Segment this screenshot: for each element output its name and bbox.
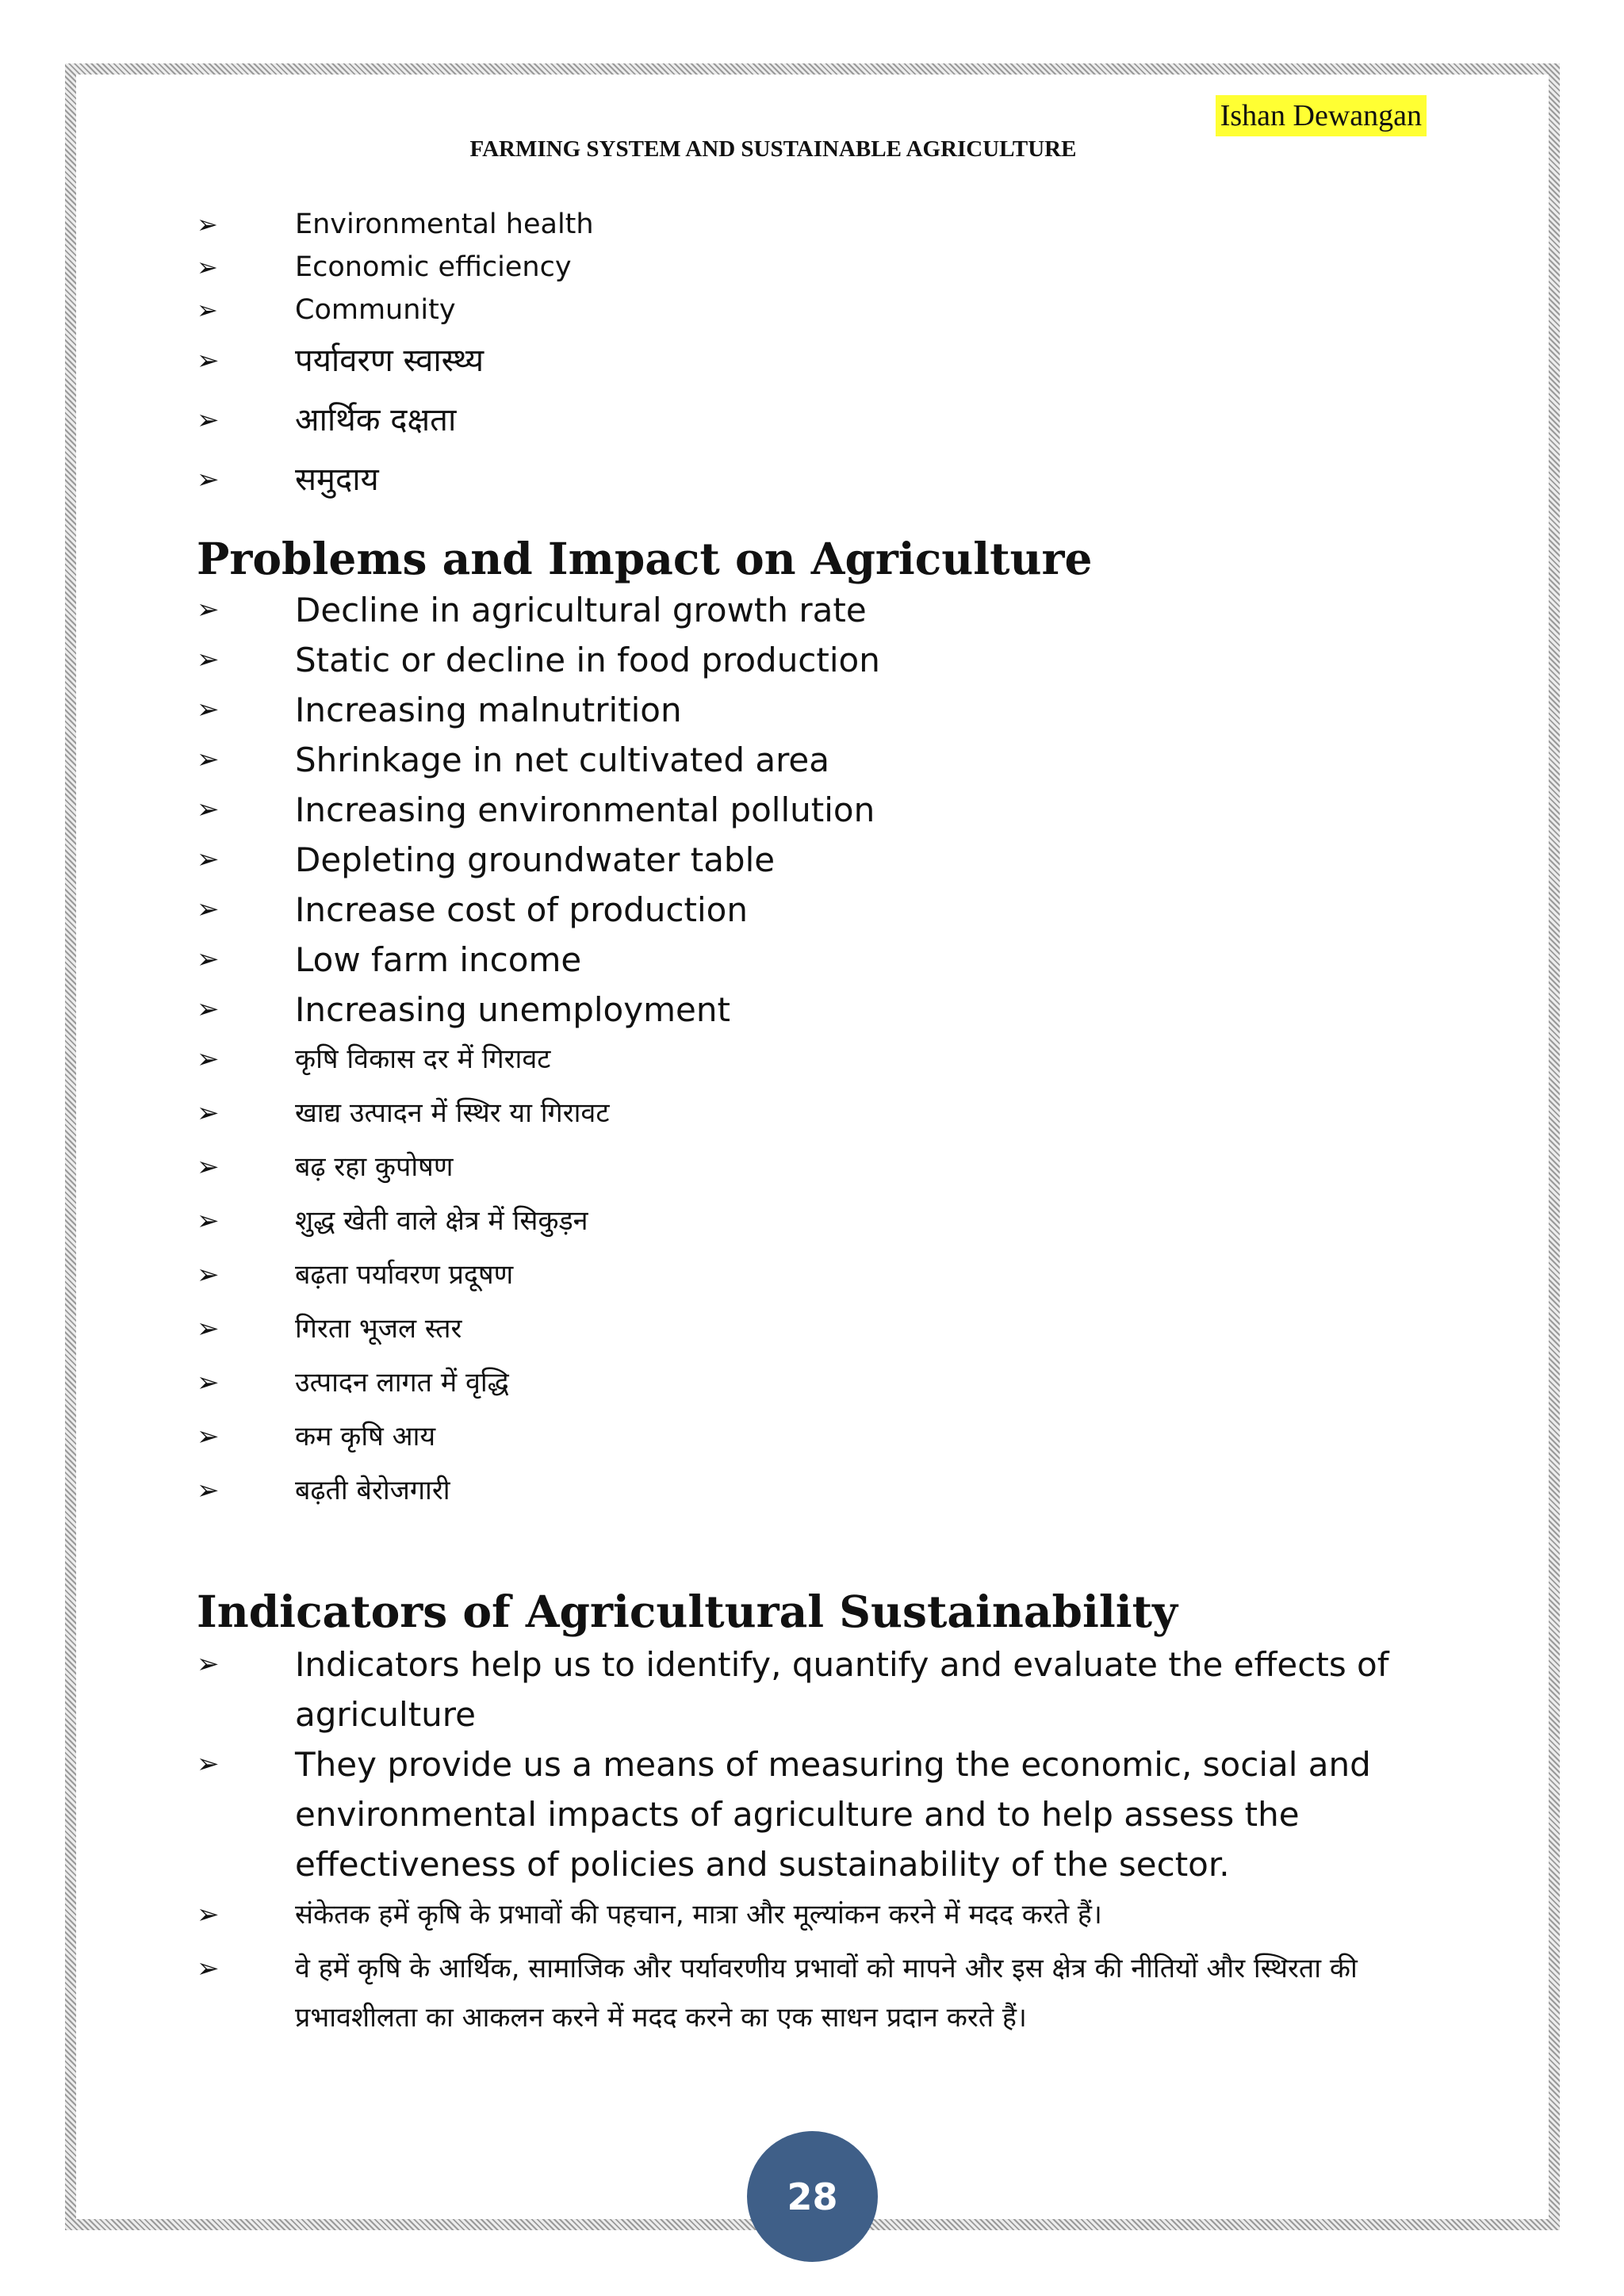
arrow-bullet-icon: ➢: [197, 295, 218, 325]
arrow-bullet-icon: ➢: [197, 993, 220, 1025]
indicators-list-en: [197, 1640, 1434, 1889]
list-item: ➢ Low farm income: [197, 935, 1434, 985]
list-item: ➢ बढ़ता पर्यावरण प्रदूषण: [197, 1248, 1434, 1302]
arrow-bullet-icon: ➢: [197, 464, 220, 496]
arrow-bullet-icon: ➢: [197, 644, 220, 675]
arrow-bullet-icon: ➢: [197, 744, 220, 775]
arrow-bullet-icon: ➢: [197, 1205, 220, 1237]
indicators-list-hi: [197, 1890, 1434, 2042]
arrow-bullet-icon: ➢: [197, 594, 220, 626]
running-title: FARMING SYSTEM AND SUSTAINABLE AGRICULTURE: [469, 136, 1077, 162]
list-item: ➢ Increasing malnutrition: [197, 685, 1434, 735]
arrow-bullet-icon: ➢: [197, 252, 218, 282]
arrow-bullet-icon: ➢: [197, 1043, 220, 1075]
arrow-bullet-icon: ➢: [197, 794, 220, 825]
arrow-bullet-icon: ➢: [197, 694, 220, 725]
list-item: ➢ उत्पादन लागत में वृद्धि: [197, 1356, 1434, 1410]
arrow-bullet-icon: ➢: [197, 345, 220, 377]
list-item: ➢ Economic efficiency: [197, 246, 1434, 289]
list-item: ➢ शुद्ध खेती वाले क्षेत्र में सिकुड़न: [197, 1194, 1434, 1248]
problems-list-hi: [197, 1032, 1434, 1517]
list-item: ➢ Depleting groundwater table: [197, 835, 1434, 885]
list-item: ➢ बढ़ती बेरोजगारी: [197, 1464, 1434, 1517]
list-item: ➢ पर्यावरण स्वास्थ्य: [197, 331, 1434, 391]
arrow-bullet-icon: ➢: [197, 1151, 220, 1183]
arrow-bullet-icon: ➢: [197, 894, 220, 925]
arrow-bullet-icon: ➢: [197, 1748, 220, 1780]
list-item: ➢ संकेतक हमें कृषि के प्रभावों की पहचान, मात्रा और मूल्यांकन करने में मदद करते हैं।: [197, 1890, 1434, 1939]
arrow-bullet-icon: ➢: [197, 1953, 220, 1984]
section-heading-problems: Problems and Impact on Agriculture: [197, 533, 1093, 584]
intro-list-en: [197, 203, 1434, 331]
author-name: Ishan Dewangan: [1216, 95, 1427, 136]
problems-list-en: [197, 585, 1434, 1035]
list-item: ➢ खाद्य उत्पादन में स्थिर या गिरावट: [197, 1086, 1434, 1140]
arrow-bullet-icon: ➢: [197, 1097, 220, 1129]
list-item: ➢ They provide us a means of measuring the economic, social and environmental impacts of agriculture and to help assess the effectiveness of policies and sustainability of the sector.: [197, 1739, 1434, 1889]
list-item: ➢ Shrinkage in net cultivated area: [197, 735, 1434, 785]
list-item: ➢ समुदाय: [197, 450, 1434, 510]
list-item: ➢ आर्थिक दक्षता: [197, 391, 1434, 450]
list-item: ➢ गिरता भूजल स्तर: [197, 1302, 1434, 1356]
arrow-bullet-icon: ➢: [197, 1421, 220, 1452]
intro-list-hi: [197, 331, 1434, 510]
list-item: ➢ बढ़ रहा कुपोषण: [197, 1140, 1434, 1194]
arrow-bullet-icon: ➢: [197, 1259, 220, 1291]
list-item: ➢ Increasing unemployment: [197, 985, 1434, 1035]
arrow-bullet-icon: ➢: [197, 1313, 220, 1345]
list-item: ➢ कृषि विकास दर में गिरावट: [197, 1032, 1434, 1086]
arrow-bullet-icon: ➢: [197, 1367, 220, 1399]
arrow-bullet-icon: ➢: [197, 404, 220, 436]
arrow-bullet-icon: ➢: [197, 1648, 220, 1680]
arrow-bullet-icon: ➢: [197, 209, 218, 239]
list-item: ➢ Increasing environmental pollution: [197, 785, 1434, 835]
list-item: ➢ Environmental health: [197, 203, 1434, 246]
list-item: ➢ Indicators help us to identify, quantify and evaluate the effects of agriculture: [197, 1640, 1434, 1739]
section-heading-indicators: Indicators of Agricultural Sustainability: [197, 1586, 1178, 1637]
arrow-bullet-icon: ➢: [197, 943, 220, 975]
arrow-bullet-icon: ➢: [197, 1475, 220, 1506]
list-item: ➢ कम कृषि आय: [197, 1410, 1434, 1464]
list-item: ➢ Static or decline in food production: [197, 635, 1434, 685]
list-item: ➢ Increase cost of production: [197, 885, 1434, 935]
list-item: ➢ Community: [197, 289, 1434, 331]
page-number: 28: [747, 2131, 878, 2262]
arrow-bullet-icon: ➢: [197, 1899, 220, 1931]
arrow-bullet-icon: ➢: [197, 844, 220, 875]
list-item: ➢ वे हमें कृषि के आर्थिक, सामाजिक और पर्यावरणीय प्रभावों को मापने और इस क्षेत्र की नीतियों और स्थिरता की प्रभावशीलता का आकलन करने में मदद करने का एक साधन प्रदान करते हैं।: [197, 1944, 1434, 2042]
list-item: ➢ Decline in agricultural growth rate: [197, 585, 1434, 635]
